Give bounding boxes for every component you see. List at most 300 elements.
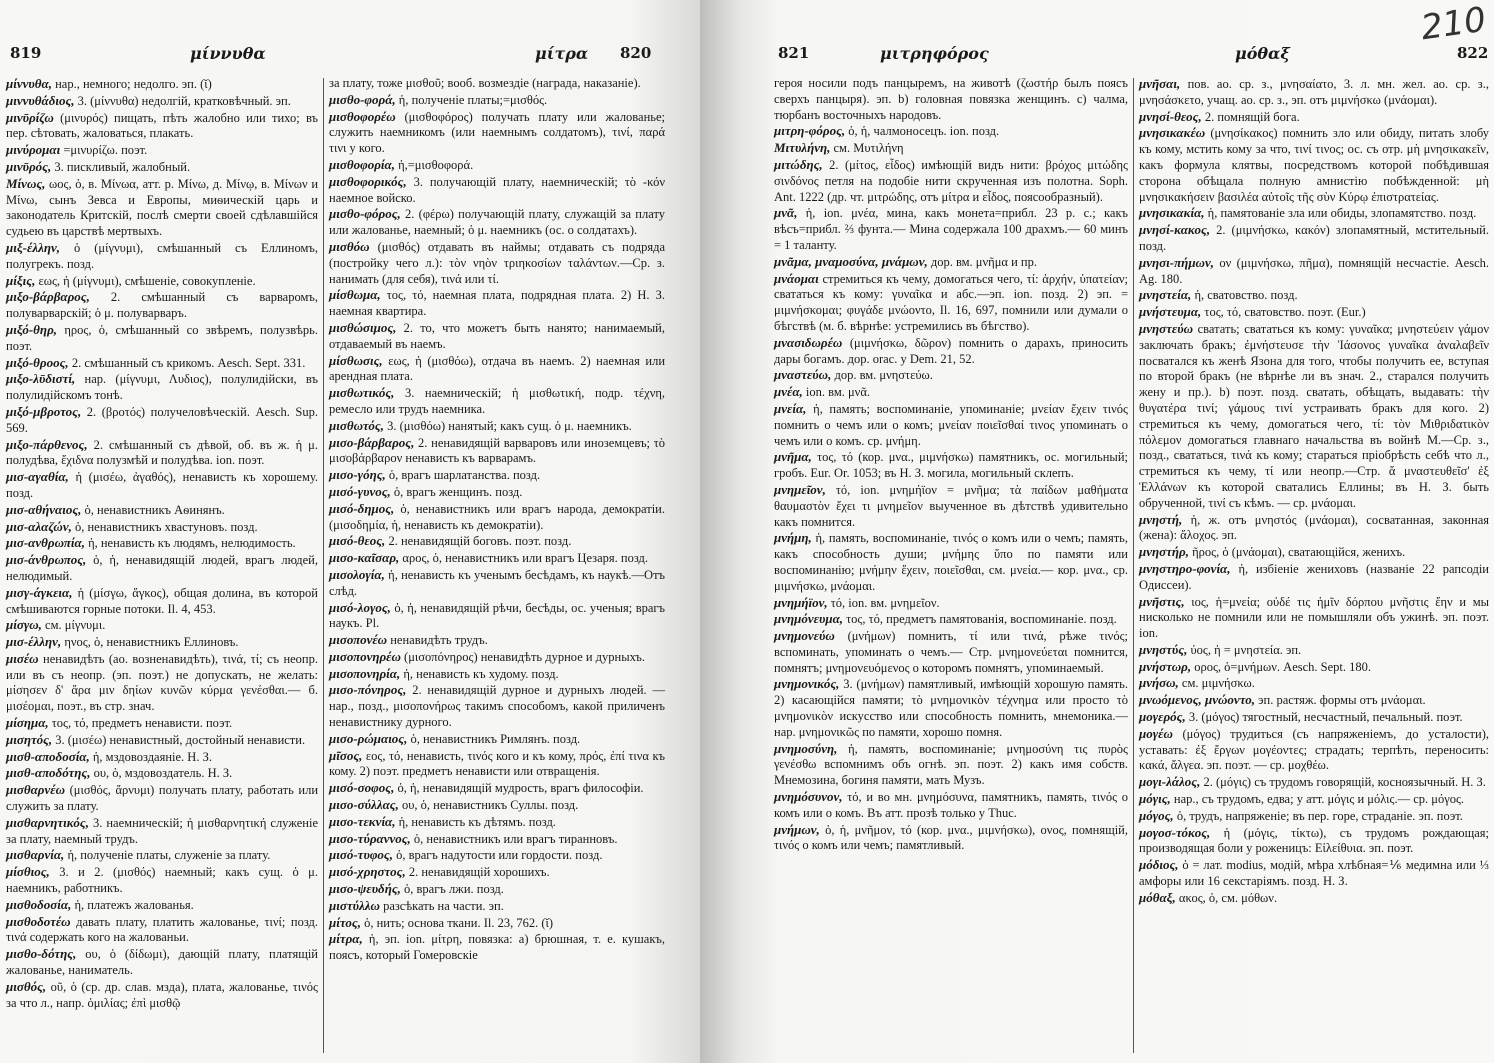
entry-headword: μνηστύς, (1139, 641, 1188, 657)
entry-definition: 2. ненавидящій боговъ. поэт. позд. (388, 534, 572, 549)
entry-headword: μισθωτικός, (329, 385, 395, 401)
dictionary-entry (774, 595, 1128, 612)
entry-definition: пов. ао. ср. з., μνησαίατο, 3. л. мн. жел. ао. ср. з., μνησάσκετο, учащ. ао. ср. з., эп. отъ μιμνήσκω (μνάομαι). (1139, 77, 1489, 107)
page-number: 821 (778, 44, 810, 62)
entry-definition: (μισθός, ἄρνυμι) получать плату, работать или служить за плату. (6, 783, 319, 814)
dictionary-entry (774, 271, 1128, 335)
dictionary-entry (329, 435, 665, 468)
entry-headword: μνῆμα, (774, 449, 812, 465)
dictionary-entry (6, 815, 318, 848)
entry-definition: сватать; свататься къ кому: γυναῖκα; μνηστεύειν γάμον заключать бракъ; ἐμνήστευσε τὴν Ἰάσονος γυναῖκα ἀναλαβεῖν посватался къ женѣ Язона для того, чтобы получить ее, вступая по второй бракъ (не вѣрнѣе ли въ знач. 2., старался получить жену и пр.). b) поэт. позд. сватать, обѣщать, выдавать: τὴν θυγατέρα τινί; γάμους τινί устраивать бракъ для кого. 2) стремиться къ чему, домогаться чего, τί: τὸν Μιθριδατικὸν πόλεμον домогаться главнаго начальства въ войнѣ М.—Ср. з., позд., свататься, τινά къ кому; стараться пріобрѣсть себѣ что л., стремиться къ чему, τί или неопр.—Стр. ἅ μναστευθεῖσ' ἐξ Ἑλλάνων къ которой сватались Еллины; въ Н. З. быть обрученной, τινί съ кѣмъ. — ср. μνάομαι. (1139, 321, 1489, 510)
dictionary-entry (1139, 304, 1489, 321)
dictionary-entry (329, 76, 665, 92)
entry-definition: 3. получающій плату, наемническій; τὸ -κόν наемное войско. (329, 174, 666, 205)
entry-definition: ηνος, ὁ, ненавистникъ Еллиновъ. (64, 635, 239, 650)
entry-headword: μνήσω, (1139, 675, 1179, 691)
dictionary-entry (6, 749, 318, 766)
entry-definition: ἡ, память, воспоминаніе; μνημοσύνη τις πυρὸς γενέσθω вспомнимъ объ огнѣ. эп. поэт. 2) какъ имя собств. Мнемозина, богиня памяти, мать Музъ. (774, 741, 1129, 788)
handwritten-note: 210 (1418, 0, 1489, 49)
running-head: μίτρα (535, 44, 589, 63)
entry-definition: ἡ, память; воспоминаніе, упоминаніе; μνείαν ἔχειν τινός помнить о чемъ или о комъ; μνείαν ποιεῖσθαί τινος упоминать о чемъ или о комъ. ср. μνήμη. (774, 401, 1128, 448)
entry-headword: μισο-σύλλας, (329, 797, 399, 813)
dictionary-entry (6, 782, 318, 815)
dictionary-entry (6, 404, 318, 437)
dictionary-entry (6, 946, 318, 979)
dictionary-entry (6, 437, 318, 470)
dictionary-column (329, 76, 665, 964)
entry-headword: μισθόω (329, 238, 370, 254)
dictionary-entry (329, 600, 665, 633)
entry-definition: ἡ, ненависть къ худому. позд. (403, 666, 559, 681)
dictionary-entry (774, 123, 1128, 140)
entry-headword: μίτος, (329, 914, 361, 930)
entry-headword: μνημοσύνη, (774, 740, 838, 756)
entry-definition: 2. (μιμνήσκω, κακόν) злопамятный, мстительный. позд. (1139, 223, 1490, 253)
entry-definition: (μιμνήσκω, δῶρον) помнить о дарахъ, приносить дары богамъ. дор. orac. у Dem. 21, 52. (774, 335, 1129, 366)
dictionary-entry (329, 666, 665, 683)
entry-headword: μνᾶμα, μναμοσύνα, μνάμων, (774, 253, 928, 269)
entry-headword: μισ-ανθρωπία, (6, 535, 85, 551)
entry-definition: =μινυρίζω. поэт. (63, 143, 148, 158)
entry-definition: ὁ, ἡ, ненавидящій рѣчи, бесѣды, ос. ученыя; врагъ наукъ. Pl. (329, 600, 665, 631)
entry-headword: μισ-άνθρωπος, (6, 552, 87, 568)
dictionary-entry (774, 335, 1128, 368)
dictionary-entry (329, 864, 665, 881)
entry-headword: μνηστεύω (1139, 320, 1194, 336)
entry-headword: μισό-θεος, (329, 533, 386, 549)
dictionary-entry (329, 385, 665, 418)
dictionary-entry (329, 501, 665, 534)
entry-definition: 3. наемническій; ἡ μισθωτική, подр. τέχνη, ремесло или трудъ наемника. (329, 386, 666, 416)
dictionary-entry (329, 649, 665, 666)
entry-definition: εος, τό, ненависть, τινός кого и къ кому, πρός, ἐπί τινα къ кому. 2) поэт. предметъ ненависти или отвращенія. (329, 748, 666, 779)
entry-definition: 2. (μόγις) съ трудомъ говорящій, косноязычный. Н. З. (1203, 775, 1486, 790)
entry-definition: τό, и во мн. μνημόσυνα, памятникъ, память, τινός о комъ или о комъ. Въ атт. прозѣ только у Thuc. (774, 790, 1128, 820)
dictionary-entry (6, 469, 318, 502)
entry-definition: οῦ, ὁ (ср. др. слав. мзда), плата, жалованье, τινός за что л., напр. ὁμιλίας; ἐπὶ μισθῷ (6, 979, 318, 1010)
entry-definition: 3. (μισθόω) нанятый; какъ сущ. ὁ μ. наемникъ. (387, 418, 632, 433)
entry-headword: μνωόμενος, μνώοντο, (1139, 692, 1256, 708)
entry-definition: ὁ, врагъ женщинъ. позд. (393, 484, 523, 499)
entry-definition: ωος, ὁ, в. Μίνωα, атт. р. Μίνω, д. Μίνῳ, в. Μίνων и Μίνω, сынъ Зевса и Европы, миѳическій царь и законодатель Критскій, послѣ смерти своей сдѣлавшійся судьею въ царствѣ мертвыхъ. (6, 176, 319, 239)
entry-definition: ακος, ὁ, см. μόθων. (1178, 890, 1278, 905)
dictionary-entry (1139, 709, 1489, 726)
entry-headword: μινῡρός, (6, 158, 52, 174)
dictionary-entry (774, 822, 1128, 855)
entry-definition: τος, τό, предметъ памятованія, воспоминаніе. позд. (846, 612, 1117, 627)
entry-headword: μνῆστις, (1139, 593, 1185, 609)
dictionary-entry (6, 502, 318, 519)
dictionary-entry (774, 789, 1128, 822)
entry-headword: μνημήϊον, (774, 594, 828, 610)
entry-headword: μῖσος, (329, 747, 363, 763)
entry-definition: ὁ, ненавистникъ Римлянъ. позд. (410, 731, 581, 746)
entry-headword: μισθαρνέω (6, 782, 65, 798)
entry-definition: ἡ, памятованіе зла или обиды, злопамятство. позд. (1207, 206, 1477, 221)
entry-definition: 3. (μίννυθα) недолгій, кратковѣчный. эп. (77, 93, 291, 108)
entry-definition: ὁ, ненавистникъ хвастуновъ. позд. (74, 519, 258, 534)
dictionary-entry (6, 715, 318, 732)
entry-headword: μισό-λογος, (329, 599, 391, 615)
entry-definition: эп. растяж. формы отъ μνάομαι. (1258, 693, 1426, 708)
entry-headword: μνέα, (774, 384, 803, 400)
entry-headword: μισθοφορέω (329, 108, 396, 124)
dictionary-entry (329, 881, 665, 898)
dictionary-column (1139, 76, 1489, 907)
entry-headword: μνήμη, (774, 530, 812, 546)
dictionary-entry (1139, 774, 1489, 791)
entry-headword: μισγ-άγκεια, (6, 584, 73, 600)
entry-headword: μισ-αλαζών, (6, 518, 72, 534)
entry-headword: μισό-χρηστος, (329, 864, 406, 880)
dictionary-column (774, 76, 1128, 854)
entry-definition: 2. ненавидящій варваровъ или иноземцевъ; τὸ μισοβάρβαρον ненависть къ варварамъ. (329, 435, 665, 466)
dictionary-entry (6, 519, 318, 536)
entry-headword: μνησί-κακος, (1139, 222, 1211, 238)
dictionary-entry (774, 254, 1128, 271)
entry-definition: ορος, ὁ=μνήμων. Aesch. Sept. 180. (1194, 659, 1371, 674)
dictionary-entry (329, 550, 665, 567)
entry-headword: μισθο-φόρος, (329, 206, 401, 222)
dictionary-entry (6, 371, 318, 404)
dictionary-entry (1139, 675, 1489, 692)
column-divider (323, 78, 324, 1053)
entry-definition: ἡ, ненависть къ людямъ, нелюдимость. (88, 536, 296, 551)
dictionary-entry (774, 384, 1128, 401)
dictionary-entry (774, 530, 1128, 594)
entry-headword: μνασιδωρέω (774, 334, 843, 350)
dictionary-entry (774, 628, 1128, 676)
dictionary-entry (774, 401, 1128, 449)
entry-definition: ἡ (μόγις, τίκτω), съ трудомъ рождающая; производящая боли у роженицъ: Εἰλείθυια. эп. поэт. (1139, 825, 1489, 856)
entry-definition: ἡ, ion. μνέα, мина, какъ монета=прибл. 23 р. с.; какъ вѣсъ=прибл. ⅔ фунта.— Мина содержала 100 драхмъ.— 60 минъ = 1 таланту. (774, 206, 1129, 252)
entry-headword: μίξις, (6, 272, 36, 288)
dictionary-entry (329, 814, 665, 831)
entry-headword: μίννυθα, (6, 76, 52, 91)
entry-definition: ἡ (μίσγω, ἄγκος), общая долина, въ которой смѣшиваются горные потоки. Il. 4, 453. (6, 585, 318, 616)
dictionary-entry (329, 467, 665, 484)
entry-definition: 3. (μόγος) тягостный, несчастный, печальный. поэт. (1188, 710, 1463, 725)
dictionary-entry (329, 92, 665, 109)
entry-headword: μισό-γυνος, (329, 483, 391, 499)
dictionary-entry (774, 76, 1128, 123)
entry-definition: нар. (μίγνυμι, Λυδιος), полулидійски, въ полулидійскомъ тонѣ. (6, 372, 318, 403)
dictionary-entry (329, 831, 665, 848)
entry-definition: 2. помнящій бога. (1204, 109, 1300, 124)
entry-definition: ὁ, ἡ, ненавидящій мудрость, врагъ философіи. (397, 781, 644, 796)
entry-definition: стремиться къ чему, домогаться чего, τί: ἀρχήν, ὑπατείαν; свататься къ кому: γυναῖκα и абс.—эп. ion. позд. 2) эп. = μιμνήσκομαι; φυγάδε μνώοντο, Il. 16, 697, помнили или думали о бѣгствѣ (м. б. вѣрнѣе: устремились въ бѣгство). (774, 271, 1128, 333)
entry-definition: см. μίγνυμι. (45, 618, 106, 633)
entry-headword: μισθαρνητικός, (6, 814, 89, 830)
entry-headword: μνηστεία, (1139, 287, 1192, 303)
entry-headword: μιστύλλω (329, 897, 380, 913)
dictionary-entry (1139, 255, 1489, 288)
entry-definition: см. μιμνήσκω. (1181, 676, 1255, 691)
entry-headword: μνᾶ, (774, 205, 798, 221)
dictionary-entry (6, 552, 318, 585)
dictionary-entry (6, 93, 318, 110)
entry-definition: (μόγος) трудиться (съ напряженіемъ, до усталости), уставать: ἐξ ἔργων μογέοντες; страдать; терпѣть, переносить: κακά, ἄλγεα. эп. поэт. — ср. μοχθέω. (1139, 726, 1489, 773)
entry-definition: см. Μυτιλήνη (833, 141, 904, 156)
entry-headword: μνηστηρο-φονία, (1139, 560, 1231, 576)
dictionary-entry (1139, 791, 1489, 808)
dictionary-entry (1139, 205, 1489, 222)
entry-definition: 3. и 2. (μισθός) наемный; какъ сущ. ὁ μ. наемникъ, работникъ. (6, 865, 319, 896)
entry-definition: ὁ, трудъ, напряженіе; въ пер. горе, страданіе. эп. поэт. (1176, 808, 1463, 823)
dictionary-entry (1139, 544, 1489, 561)
entry-headword: μόγος, (1139, 807, 1174, 823)
entry-definition: ἡ, полученіе платы, служеніе за плату. (67, 848, 271, 863)
dictionary-entry (6, 355, 318, 372)
entry-definition: 3. (μνήμων) памятливый, имѣющій хорошую память. 2) касающійся памяти; τὸ μνημονικὸν τέχνημα или просто τὸ μνημονικὸν искусство или способность помнить, мнемоника.— нар. μνημονικῶς по памяти, хорошо помня. (774, 677, 1128, 739)
entry-definition: ὁ, ненавистникъ или врагъ народа, демократіи. (μισοδημία, ἡ, ненависть къ демократіи). (329, 501, 665, 532)
entry-headword: μιτώδης, (774, 156, 823, 172)
entry-headword: μισό-τυφος, (329, 847, 393, 863)
entry-headword: μισο-καῖσαρ, (329, 550, 400, 566)
entry-headword: μογοσ-τόκος, (1139, 824, 1211, 840)
dictionary-entry (329, 731, 665, 748)
entry-definition: ὁ, нить; основа ткани. Il. 23, 762. (ῐ) (364, 915, 554, 930)
dictionary-entry (1139, 109, 1489, 126)
dictionary-entry (774, 449, 1128, 482)
entry-definition: τος, τό, предметъ ненависти. поэт. (51, 716, 233, 731)
entry-headword: μνημόσυνον, (774, 789, 843, 805)
entry-headword: μισ-αγαθία, (6, 469, 69, 485)
entry-headword: μισθοφορικός, (329, 173, 407, 189)
entry-definition: ου, ὁ, ненавистникъ Суллы. позд. (401, 798, 579, 813)
entry-definition: 2. (βροτός) получеловѣческій. Aesch. Sup. 569. (6, 404, 318, 435)
entry-headword: μνήστωρ, (1139, 658, 1192, 674)
dictionary-entry (6, 176, 318, 240)
entry-definition: ἡ, эп. ion. μίτρη, повязка: а) брюшная, т. е. кушакъ, поясъ, который Гомеровскіе (329, 932, 665, 963)
entry-headword: μογέω (1139, 725, 1173, 741)
entry-headword: μνάομαι (774, 270, 819, 286)
entry-headword: μνημονεύω (774, 628, 835, 644)
entry-definition: (μνήμων) помнить, τί или τινά, рѣже τινός; вспоминать, упоминать о чемъ.— Стр. μνημονεύεται помнится, помнятъ; μνημονευόμενος о которомъ помнятъ, упоминаемый. (774, 629, 1129, 675)
entry-definition: ненавидѣть (ао. возненавидѣть), τινά, τί; съ неопр. или въ съ неопр. (эп. поэт.) не допускать, не желать: μίσησεν δ' ἄρα μιν δηίων κυνῶν κύρμα γενέσθαι.— б. μισέομαι, поэт., въ стр. знач. (6, 651, 318, 714)
dictionary-entry (1139, 512, 1489, 545)
entry-headword: μιξό-μβροτος, (6, 403, 82, 419)
entry-definition: ἡ, ненависть къ ученымъ бесѣдамъ, къ наукѣ.—Отъ слѣд. (329, 567, 666, 598)
dictionary-entry (329, 157, 665, 174)
entry-definition: εως, ἡ (μισθόω), отдача въ наемъ. 2) наемная или арендная плата. (329, 353, 666, 384)
dictionary-entry (1139, 642, 1489, 659)
entry-headword: μισο-γόης, (329, 467, 386, 483)
entry-headword: μίσθωσις, (329, 352, 383, 368)
entry-headword: μισο-τύραννος, (329, 830, 411, 846)
entry-definition: ὁ = лат. modius, модій, мѣра хлѣбная=⅙ медимна или ⅓ амфоры или 16 секстаріямъ. позд. Н. З. (1139, 858, 1490, 889)
entry-definition: ion. вм. μνᾶ. (805, 385, 871, 400)
entry-definition: нар., съ трудомъ, едва; у атт. μόγις и μόλις.— ср. μόγος. (1173, 792, 1465, 807)
entry-headword: Μιτυλήνη, (774, 140, 831, 156)
dictionary-entry (774, 140, 1128, 157)
dictionary-entry (6, 535, 318, 552)
dictionary-entry (329, 567, 665, 600)
entry-definition: ἡ,=μισθοφορά. (398, 157, 474, 172)
dictionary-entry (6, 651, 318, 715)
page-number: 819 (10, 44, 42, 62)
entry-definition: εως, ἡ (μίγνυμι), смѣшеніе, совокупленіе. (38, 273, 256, 288)
entry-definition: ὁ, врагъ надутости или гордости. позд. (396, 848, 603, 863)
entry-definition: ἡ, мздовоздаяніе. Н. З. (92, 749, 212, 764)
dictionary-entry (6, 142, 318, 159)
entry-definition: τος, τό, наемная плата, подрядная плата. 2) Н. З. наемная квартира. (329, 288, 665, 319)
dictionary-entry (6, 110, 318, 143)
dictionary-entry (1139, 890, 1489, 907)
entry-definition: разсѣкать на части. эп. (383, 898, 504, 913)
entry-headword: μόθαξ, (1139, 889, 1176, 905)
entry-definition: (μισθός) отдавать въ наймы; отдавать съ подряда (постройку чего л.): τὸν νηὸν τριηκοσίων ταλάντων.—Ср. з. нанимать (для себя), τινά или τί. (329, 239, 665, 286)
entry-headword: μιξο-λῡδιστί, (6, 371, 76, 387)
entry-definition: 3. наемническій; ἡ μισθαρνητική служеніе за плату, наемный трудъ. (6, 815, 319, 846)
dictionary-entry (6, 240, 318, 273)
entry-definition: (μισθοφόρος) получать плату или жалованье; служить наемникомъ (или наемнымъ солдатомъ), τινί, παρά τινι у кого. (329, 109, 666, 156)
running-head: μιτρηφόρος (880, 44, 989, 63)
entry-definition: ὁ, ἡ, ненавидящій людей, врагъ людей, нелюдимый. (6, 553, 319, 583)
entry-definition: 2. смѣшанный съ дѣвой, об. въ ж. ἡ μ. полудѣва, ἔχιδνα полузмѣй и полудѣва. ion. поэт. (6, 437, 319, 468)
dictionary-entry (329, 682, 665, 730)
entry-definition: ненавидѣть трудъ. (390, 633, 488, 648)
entry-definition: ὁ, врагъ шарлатанства. позд. (388, 468, 541, 483)
dictionary-entry (1139, 808, 1489, 825)
entry-headword: μισθός, (6, 978, 47, 994)
entry-headword: μινύρομαι (6, 142, 61, 158)
entry-definition: τος, τό, сватовство. поэт. (Eur.) (1204, 305, 1366, 320)
dictionary-entry (774, 611, 1128, 628)
dictionary-entry (774, 367, 1128, 384)
entry-headword: μισο-ρώμαιος, (329, 730, 408, 746)
entry-definition: (μισοπόνηρος) ненавидѣть дурное и дурныхъ. (404, 649, 645, 664)
entry-definition: за плату, тоже μισθοῦ; вооб. возмездіе (награда, наказаніе). (329, 76, 641, 90)
entry-headword: μνημεῖον, (774, 481, 826, 497)
entry-headword: μίσημα, (6, 715, 49, 731)
dictionary-entry (329, 418, 665, 435)
entry-headword: μιξο-πάρθενος, (6, 436, 88, 452)
dictionary-entry (1139, 692, 1489, 709)
entry-headword: μισθαρνία, (6, 847, 65, 863)
entry-headword: μνεία, (774, 400, 807, 416)
page-number: 822 (1457, 44, 1489, 62)
entry-headword: μισθωτός, (329, 417, 384, 433)
entry-definition: ιος, ἡ=μνεία; οὐδέ τις ἡμῖν δόρπου μνῆστις ἔην и мы нисколько не помнили или не помышляли объ ужинѣ. эп. поэт. ion. (1139, 594, 1489, 641)
dictionary-entry (6, 585, 318, 618)
entry-headword: μογερός, (1139, 709, 1186, 725)
dictionary-entry (329, 484, 665, 501)
dictionary-entry (774, 676, 1128, 740)
dictionary-entry (6, 273, 318, 290)
dictionary-entry (774, 205, 1128, 253)
column-divider (1133, 78, 1134, 1053)
entry-headword: μισο-τεκνία, (329, 813, 396, 829)
entry-definition: ὁ, ненавистникъ или врагъ тиранновъ. (413, 831, 618, 846)
dictionary-entry (329, 174, 665, 207)
dictionary-entry (6, 76, 318, 93)
entry-definition: ἡ, ненависть къ дѣтямъ. позд. (398, 814, 556, 829)
dictionary-entry (329, 239, 665, 287)
entry-definition: ἡ, полученіе платы;=μισθός. (398, 92, 548, 107)
entry-headword: μόδιος, (1139, 857, 1179, 873)
entry-headword: μογι-λάλος, (1139, 774, 1201, 790)
left-page (0, 0, 700, 1063)
entry-headword: μισό-δημος, (329, 500, 395, 516)
dictionary-entry (329, 320, 665, 353)
entry-headword: Μίνως, (6, 175, 46, 191)
entry-headword: μνῆσαι, (1139, 76, 1181, 91)
entry-headword: μισο-πόνηρος, (329, 682, 407, 698)
running-head: μόθαξ (1235, 44, 1290, 63)
dictionary-entry (329, 931, 665, 964)
entry-headword: μισθο-δότης, (6, 946, 77, 962)
dictionary-entry (1139, 825, 1489, 858)
entry-headword: μισ-έλλην, (6, 634, 62, 650)
dictionary-entry (329, 353, 665, 386)
dictionary-entry (6, 159, 318, 176)
entry-headword: μισθο-φορά, (329, 91, 396, 107)
entry-definition: ἡ, сватовство. позд. (1194, 288, 1298, 303)
right-page (700, 0, 1494, 1063)
dictionary-entry (6, 322, 318, 355)
entry-definition: ὁ, врагъ лжи. позд. (404, 882, 504, 897)
entry-definition: ἡ, платежъ жалованья. (74, 897, 194, 912)
running-head: μίννυθα (190, 44, 266, 63)
dictionary-entry (329, 780, 665, 797)
entry-definition: ηρος, ὁ, смѣшанный со звѣремъ, полузвѣрь. поэт. (6, 322, 318, 353)
entry-definition: ὁ, ἡ, чалмоносецъ. ion. позд. (848, 124, 1000, 139)
entry-headword: μισθ-αποδοσία, (6, 748, 90, 764)
dictionary-entry (329, 847, 665, 864)
entry-headword: μισολογία, (329, 566, 385, 582)
entry-definition: дор. вм. μνηστεύω. (834, 368, 933, 383)
entry-headword: μισό-σοφος, (329, 780, 395, 796)
dictionary-entry (1139, 594, 1489, 642)
entry-definition: 2. смѣшанный съ варваромъ, полуварварскій; ὁ μ. полуварваръ. (6, 290, 318, 321)
entry-headword: μνήστευμα, (1139, 304, 1202, 320)
entry-headword: μνηστήρ, (1139, 544, 1189, 560)
dictionary-entry (1139, 561, 1489, 594)
entry-definition: ἡ, память, воспоминаніе, τινός о комъ или о чемъ; память, какъ способность души; μνήμης ὕπο по памяти или воспоминанію; μνήμην ἔχειν, ποιεῖσθαι, см. μνεία.— кор. μνα., ср. μιμνήσκω, μνάομαι. (774, 531, 1129, 593)
entry-definition: ἡ (μισέω, ἀγαθός), ненависть къ хорошему. позд. (6, 470, 319, 500)
page-number: 820 (620, 44, 652, 62)
dictionary-entry (774, 741, 1128, 789)
entry-headword: μισητός, (6, 731, 53, 747)
entry-definition: ον (μιμνήσκω, πῆμα), помнящій несчастіе. Aesch. Ag. 180. (1139, 255, 1489, 286)
entry-headword: μνήμων, (774, 821, 820, 837)
dictionary-entry (1139, 857, 1489, 890)
entry-headword: μίσθωμα, (329, 287, 381, 303)
entry-definition: 2. ненавидящій хорошихъ. (408, 865, 550, 880)
dictionary-column (6, 76, 318, 1011)
entry-headword: μινῡρίζω (6, 109, 54, 125)
entry-headword: μισοπονηρία, (329, 665, 401, 681)
entry-headword: μισθοδοσία, (6, 896, 72, 912)
entry-headword: μιξο-βάρβαρος, (6, 289, 90, 305)
dictionary-entry (1139, 125, 1489, 205)
dictionary-entry (6, 979, 318, 1012)
entry-headword: μόγις, (1139, 791, 1171, 807)
entry-definition: ἡ, ж. отъ μνηστός (μνάομαι), сосватанная, законная (жена): ἄλοχος. эп. (1139, 512, 1489, 543)
entry-headword: μισ-αθήναιος, (6, 501, 82, 517)
dictionary-entry (774, 157, 1128, 205)
entry-headword: μισθ-αποδότης, (6, 765, 91, 781)
entry-definition: дор. вм. μνῆμα и пр. (930, 254, 1037, 269)
entry-headword: μνησικακία, (1139, 205, 1205, 221)
entry-definition: ῆρος, ὁ (μνάομαι), сватающійся, женихъ. (1192, 545, 1406, 560)
entry-definition: 2. (μίτος, εἶδος) имѣющій видъ нити: βρόχος μιτώδης σινδόνος петля на подобіе нити скрученная изъ полотна. Soph. Ant. 1222 (др. чт. μιτρώδης, отъ μίτρα и εἶδος, поясообразный). (774, 157, 1129, 204)
entry-definition: τό, ion. μνημήϊον = μνῆμα; τὰ παίδων μαθήματα θαυμαστὸν ἔχει τι μνημεῖον выученное въ дѣтствѣ удивительно какъ помнится. (774, 482, 1129, 529)
dictionary-entry (774, 482, 1128, 530)
entry-headword: μναστεύω, (774, 367, 832, 383)
entry-definition: ὁ (μίγνυμι), смѣшанный съ Еллиномъ, полугрекъ. позд. (6, 240, 319, 271)
